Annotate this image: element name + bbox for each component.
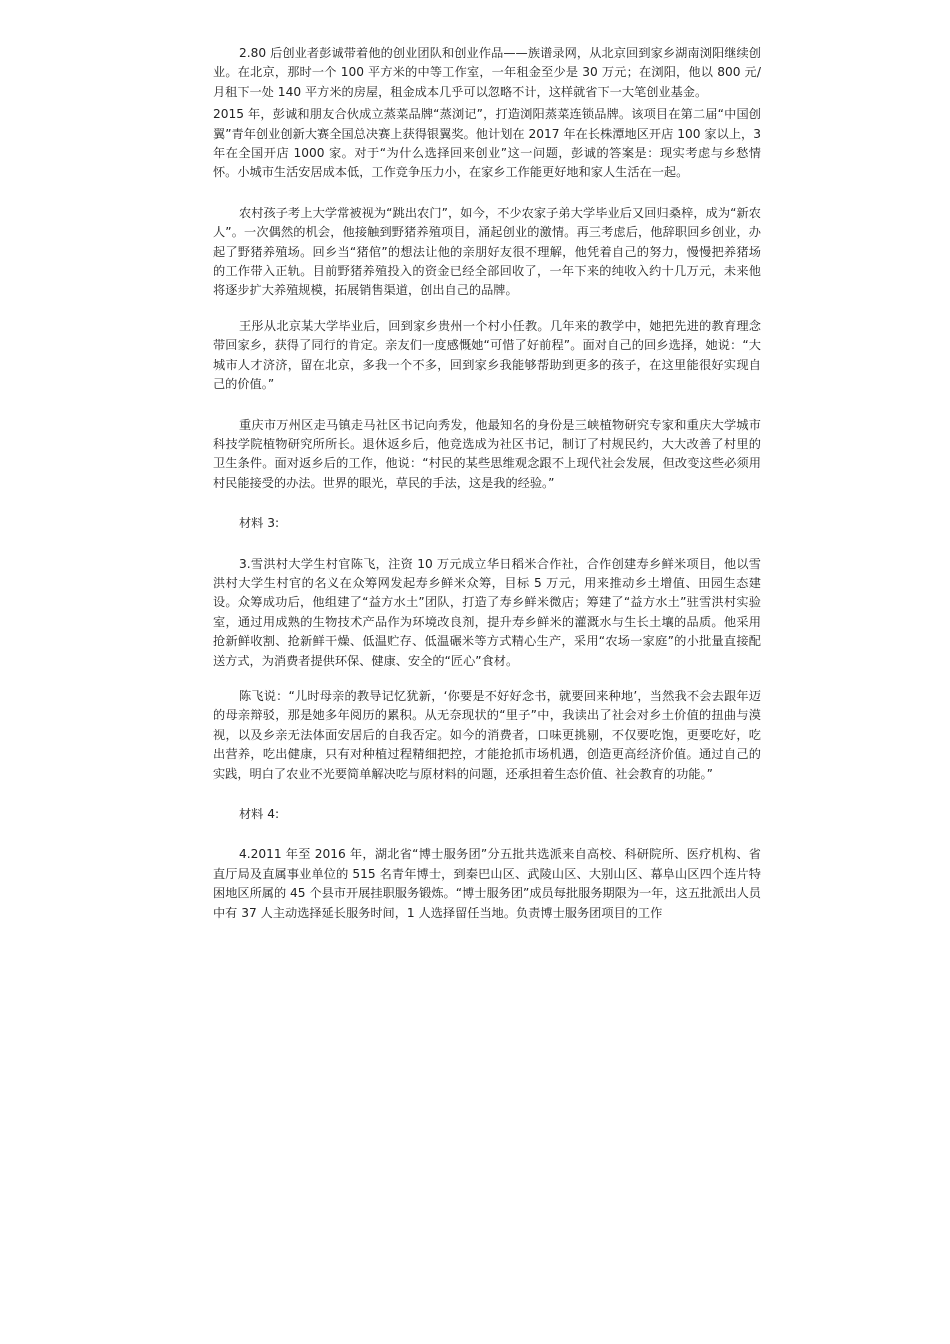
material-3-heading: 材料 3: bbox=[239, 516, 280, 531]
material-4-heading: 材料 4: bbox=[239, 807, 280, 821]
document-body bbox=[213, 44, 761, 923]
paragraph-chen-fei-quote: 陈飞说：“儿时母亲的教导记忆犹新，‘你要是不好好念书，就要回来种地’，当然我不会去跟年迈的母亲辩驳，那是她多年阅历的累积。从无奈现状的“里子”中，我读出了社会对乡土价值的扭曲与漠视，以及乡亲无法体面安居后的自我否定。如今的消费者，口味更挑剔，不仅要吃饱，更要吃好，吃出营养，吃出健康，只有对种植过程精细把控，才能抢抓市场机遇，创造更高经济价值。通过自己的实践，明白了农业不光要简单解决吃与原材料的问题，还承担着生态价值、社会教育的功能。” bbox=[213, 688, 761, 781]
paragraph-xiang-xiufa: 重庆市万州区走马镇走马社区书记向秀发，他最知名的身份是三峡植物研究专家和重庆大学城市科技学院植物研究所所长。退休返乡后，他竞选成为社区书记，制订了村规民约，大大改善了村里的卫生条件。面对返乡后的工作，他说：“村民的某些思维观念跟不上现代社会发展，但改变这些必须用村民能接受的办法。世界的眼光，草民的手法，这是我的经验。” bbox=[213, 417, 761, 490]
paragraph-peng-cheng-intro: 2.80 后创业者彭诚带着他的创业团队和创业作品——族谱录网，从北京回到家乡湖南浏阳继续创业。在北京，那时一个 100 平方米的中等工作室，一年租金至少是 30 万元；在浏阳，他以 800 元/月租下一处 140 平方米的房屋，租金成本几乎可以忽略不计，这样就省下一大笔创业基金。 bbox=[213, 46, 761, 99]
paragraph-wang-tong-teacher: 王彤从北京某大学毕业后，回到家乡贵州一个村小任教。几年来的教学中，她把先进的教育理念带回家乡，获得了同行的肯定。亲友们一度感慨她“可惜了好前程”。面对自己的回乡选择，她说：“大城市人才济济，留在北京，多我一个不多，回到家乡我能够帮助到更多的孩子，在这里能很好实现自己的价值。” bbox=[213, 318, 761, 392]
paragraph-zhengliuji-brand: 2015 年，彭诚和朋友合伙成立蒸菜品牌“蒸浏记”，打造浏阳蒸菜连锁品牌。该项目在第二届“中国创翼”青年创业创新大赛全国总决赛上获得银翼奖。他计划在 2017 年在长株潭地区开店 100 家以上，3 年在全国开店 1000 家。对于“为什么选择回来创业”这一问题，彭诚的答案是：现实考虑与乡愁情怀。小城市生活安居成本低，工作竞争压力小，在家乡工作能更好地和家人生活在一起。 bbox=[213, 107, 761, 180]
paragraph-chen-fei-village-official: 3.雪洪村大学生村官陈飞，注资 10 万元成立华日稻米合作社，合作创建寿乡鲜米项目，他以雪洪村大学生村官的名义在众筹网发起寿乡鲜米众筹，目标 5 万元，用来推动乡土增值、田园生态建设。众筹成功后，他组建了“益方水土”团队，打造了寿乡鲜米微店；筹建了“益方水土”驻雪洪村实验室，通过用成熟的生物技术产品作为环境改良剂，提升寿乡鲜米的灌溉水与生长土壤的品质。他采用抢新鲜收割、抢新鲜干燥、低温贮存、低温碾米等方式精心生产，采用“农场一家庭”的小批量直接配送方式，为消费者提供环保、健康、安全的“匠心”食材。 bbox=[213, 556, 761, 668]
paragraph-doctor-service-group: 4.2011 年至 2016 年，湖北省“博士服务团”分五批共选派来自高校、科研院所、医疗机构、省直厅局及直属事业单位的 515 名青年博士，到秦巴山区、武陵山区、大别山区、幕阜山区四个连片特困地区所属的 45 个县市开展挂职服务锻炼。“博士服务团”成员每批服务期限为一年，这五批派出人员中有 37 人主动选择延长服务时间，1 人选择留任当地。负责博士服务团项目的工作 bbox=[213, 847, 761, 920]
paragraph-wild-boar-farm: 农村孩子考上大学常被视为“跳出农门”，如今，不少农家子弟大学毕业后又回归桑梓，成为“新农人”。一次偶然的机会，他接触到野猪养殖项目，涌起创业的激情。再三考虑后，他辞职回乡创业，办起了野猪养殖场。回乡当“猪倌”的想法让他的亲朋好友很不理解，他凭着自己的努力，慢慢把养猪场的工作带入正轨。目前野猪养殖投入的资金已经全部回收了，一年下来的纯收入约十几万元，未来他将逐步扩大养殖规模，拓展销售渠道，创出自己的品牌。 bbox=[213, 205, 761, 298]
